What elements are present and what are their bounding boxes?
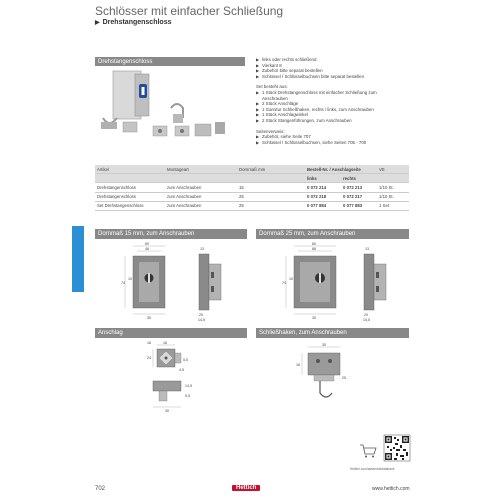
- dim-label: 14,5: [185, 384, 192, 388]
- section-title-dornmass15: Dornmaß 15 mm, zum Anschrauben: [95, 229, 247, 239]
- drawing-anschlag: [95, 339, 247, 415]
- section-title-main: Drehstangenschloss: [95, 57, 245, 67]
- table-subheader-row: links rechts: [95, 174, 409, 183]
- product-photo: [95, 66, 245, 152]
- arrow-right-icon: ▶: [256, 89, 260, 95]
- table-row: Drehstangenschloss zum Anschrauben 25 0 072 218 0 072 217 1/10 St.: [95, 192, 409, 201]
- table-row: Drehstangenschloss zum Anschrauben 15 0 072 214 0 072 213 1/10 St.: [95, 183, 409, 192]
- qr-caption: Hettich.com/assembledatabank: [350, 467, 395, 471]
- section-title-schliesshaken: Schließhaken, zum Anschrauben: [256, 328, 409, 338]
- dim-label: 24: [147, 356, 151, 360]
- chapter-tab: [72, 226, 84, 292]
- page-subtitle: [95, 19, 171, 26]
- subtitle-text: Drehstangenschloss: [102, 19, 172, 26]
- arrow-right-icon: ▶: [256, 106, 260, 112]
- drawing-dornmass25: [256, 240, 409, 322]
- dim-label: 30: [165, 409, 169, 413]
- arrow-right-icon: ▶: [256, 101, 260, 107]
- dim-label: 46: [145, 247, 149, 251]
- table-header-row: Artikel Montageart Dornmaß mm Bestell-Nr. / Anschlagseite VE: [95, 165, 409, 174]
- section-title-anschlag: Anschlag: [95, 328, 247, 338]
- dim-label: 30: [147, 316, 151, 320]
- arrow-right-icon: ▶: [256, 112, 260, 118]
- dim-label: 4,5: [179, 368, 184, 372]
- dim-label: 74: [121, 281, 125, 285]
- qr-code-icon: [384, 435, 410, 461]
- arrow-right-icon: ▶: [256, 134, 260, 140]
- dim-label: 30: [322, 343, 326, 347]
- dim-label: 30: [312, 316, 316, 320]
- order-table: [95, 165, 409, 211]
- dim-label: 10: [289, 277, 293, 281]
- dim-label: 5,5: [183, 358, 188, 362]
- arrow-right-icon: ▶: [256, 57, 260, 62]
- dim-label: 25: [342, 376, 346, 380]
- page-title: Schlösser mit einfacher Schließung: [95, 4, 284, 18]
- page-number: 702: [95, 486, 106, 492]
- dim-label: 13: [200, 247, 204, 251]
- arrow-right-icon: ▶: [256, 139, 260, 145]
- dim-label: 74: [282, 281, 286, 285]
- dim-label: 16: [147, 341, 151, 345]
- dim-label: 16: [163, 341, 167, 345]
- section-title-dornmass25: Dornmaß 25 mm, zum Anschrauben: [256, 229, 409, 239]
- cart-icon: [360, 445, 376, 458]
- dim-label: 16: [296, 363, 300, 367]
- feature-list: ▶ links oder rechts schließend ▶ Vierkant 8 ▶ Zubehör bitte separat bestellen ▶ Schlüssel / Schlüsselbuchsen bitte separat bestellen Set besteht aus: ▶ 1 Stück Drehstangenschloss mit einfacher Schließung zum Anschrauben ▶ 2 Stück Anschläge ▶ 1 Garnitur Schließhaken, rechts / links, zum Anschrauben ▶ 1 Stück Anschlagwinkel ▶ 2 Stück Stangenführungen, zum Anschrauben Seitenverweis: ▶ Zubehör, siehe Seite 707 ▶ Schlüssel / Schlüsselbuchsen, siehe Seiten 705 - 700: [256, 57, 377, 145]
- arrow-right-icon: ▶: [256, 73, 260, 79]
- dim-label: 9,5: [185, 394, 190, 398]
- dim-label: 10: [128, 277, 132, 281]
- drawing-schliesshaken: [256, 339, 409, 415]
- footer-url: www.hettich.com: [372, 486, 410, 492]
- dim-label: 80: [312, 242, 316, 246]
- dim-label: 14,5: [363, 318, 370, 322]
- arrow-right-icon: ▶: [256, 117, 260, 123]
- table-row: Set Drehstangenschloss zum Anschrauben 25 0 077 884 0 077 883 1 Set: [95, 201, 409, 210]
- hettich-logo: Hettich: [232, 485, 260, 491]
- dim-label: 14,5: [198, 318, 205, 322]
- dim-label: 20: [364, 313, 368, 317]
- drawing-dornmass15: [95, 240, 247, 322]
- arrow-right-icon: ▶: [256, 62, 260, 68]
- dim-label: 20: [199, 313, 203, 317]
- dim-label: 60: [145, 242, 149, 246]
- dim-label: 13: [365, 247, 369, 251]
- arrow-right-icon: ▶: [256, 68, 260, 74]
- dim-label: 66: [312, 247, 316, 251]
- arrow-right-icon: ▶: [95, 20, 100, 26]
